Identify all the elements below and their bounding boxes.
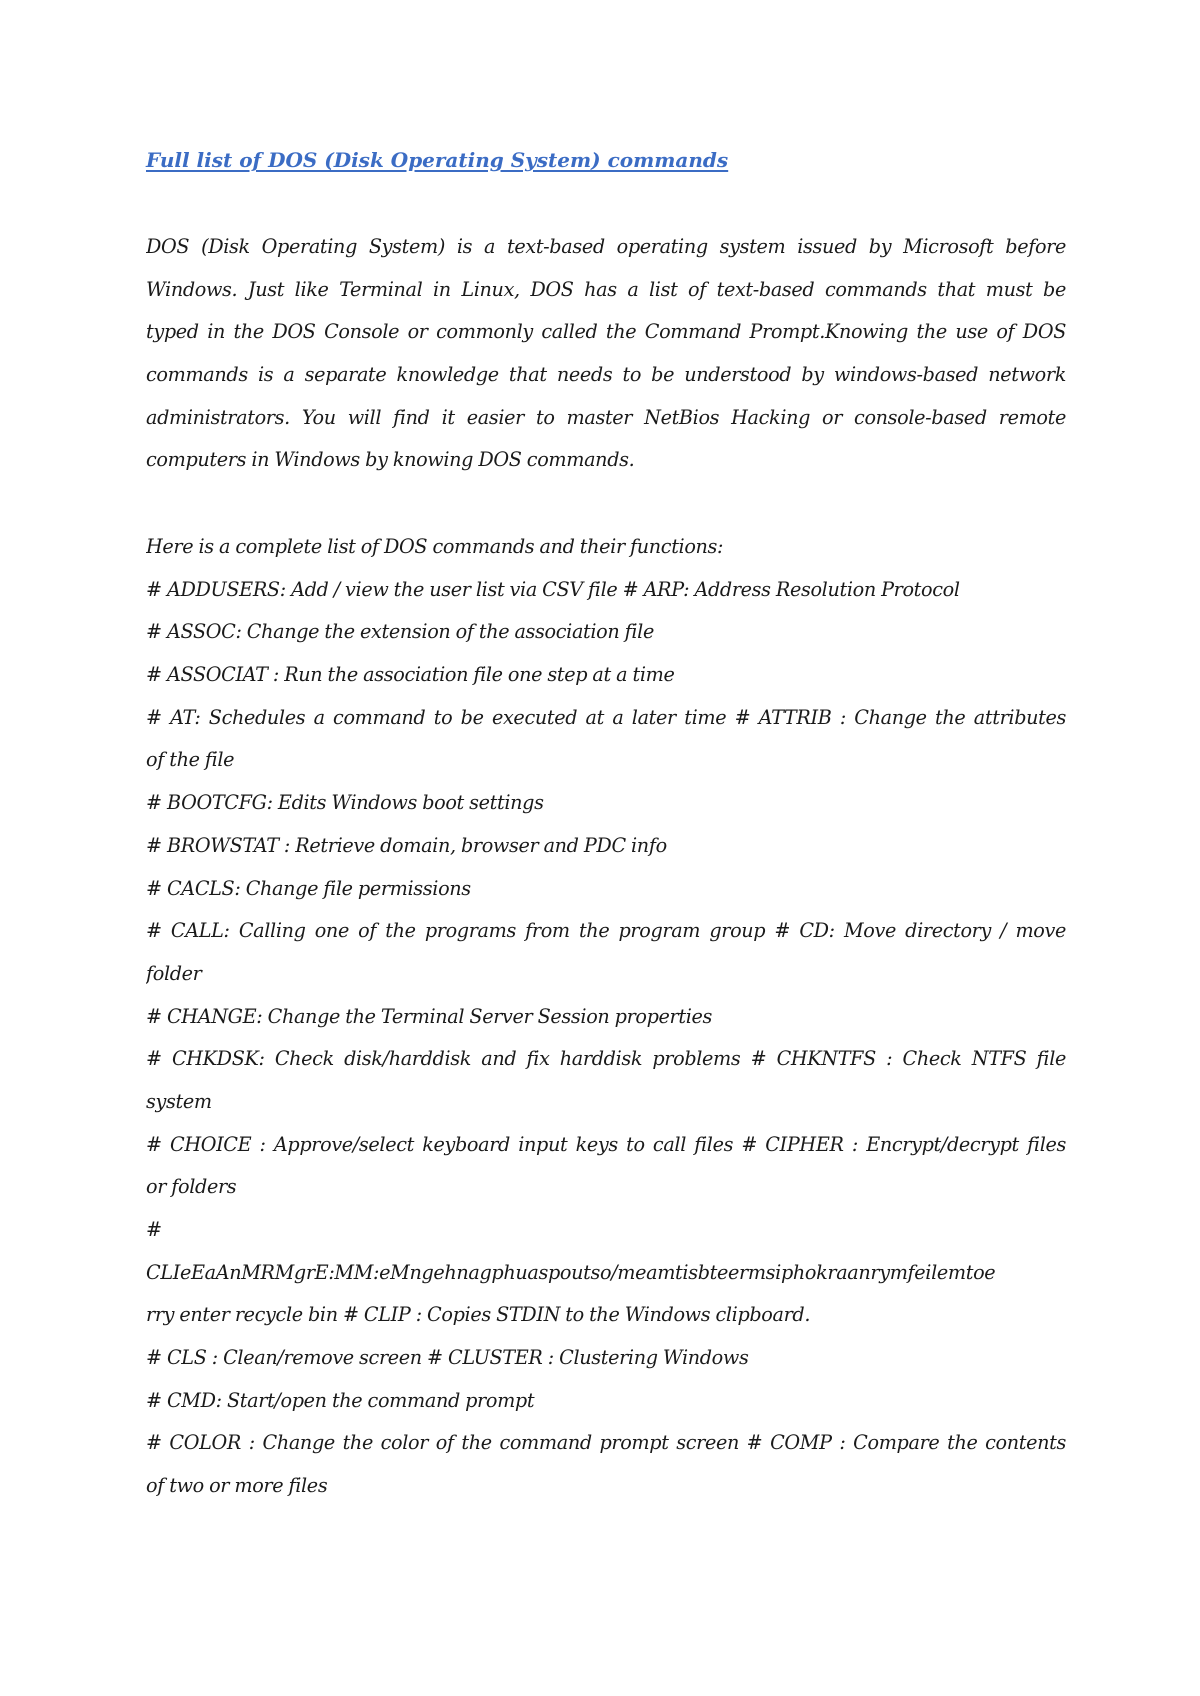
command-line: folder — [146, 961, 202, 985]
command-line: # BOOTCFG: Edits Windows boot settings — [146, 791, 544, 815]
command-line: # ADDUSERS: Add / view the user list via CSV file # ARP: Address Resolution Protocol — [146, 577, 960, 601]
command-line: # CLS : Clean/remove screen # CLUSTER : Clustering Windows — [146, 1346, 749, 1370]
command-line: # CMD: Start/open the command prompt — [146, 1388, 535, 1412]
command-line: # BROWSTAT : Retrieve domain, browser and PDC info — [146, 833, 667, 857]
command-line: # CHANGE: Change the Terminal Server Session properties — [146, 1004, 713, 1028]
command-line: # CALL: Calling one of the programs from the program group # CD: Move directory / move — [146, 919, 1066, 943]
intro-line: administrators. You will find it easier to master NetBios Hacking or console-based remote — [146, 405, 1066, 429]
command-line: rry enter recycle bin # CLIP : Copies STDIN to the Windows clipboard. — [146, 1303, 811, 1327]
document-title-link[interactable]: Full list of DOS (Disk Operating System) commands — [146, 148, 729, 172]
command-line: # AT: Schedules a command to be executed at a later time # ATTRIB : Change the attributes — [146, 705, 1066, 729]
command-line: of two or more files — [146, 1474, 328, 1498]
command-line: # — [146, 1218, 162, 1241]
command-line: # CHKDSK: Check disk/harddisk and fix harddisk problems # CHKNTFS : Check NTFS file — [146, 1047, 1066, 1071]
command-line: # COLOR : Change the color of the command prompt screen # COMP : Compare the contents — [146, 1431, 1066, 1455]
list-heading: Here is a complete list of DOS commands and their functions: — [146, 535, 724, 558]
command-line: # CHOICE : Approve/select keyboard input keys to call files # CIPHER : Encrypt/decrypt files — [146, 1132, 1066, 1156]
intro-line: commands is a separate knowledge that needs to be understood by windows-based network — [146, 363, 1066, 387]
command-line: # ASSOCIAT : Run the association file one step at a time — [146, 663, 675, 687]
command-line: # ASSOC: Change the extension of the association file — [146, 620, 654, 644]
intro-line: DOS (Disk Operating System) is a text-based operating system issued by Microsoft before — [146, 235, 1066, 258]
intro-line: computers in Windows by knowing DOS commands. — [146, 448, 635, 472]
intro-line: Windows. Just like Terminal in Linux, DOS has a list of text-based commands that must be — [146, 277, 1066, 301]
command-line: system — [146, 1089, 212, 1113]
command-line: or folders — [146, 1175, 237, 1199]
command-list — [146, 526, 1066, 1508]
intro-line: typed in the DOS Console or commonly called the Command Prompt.Knowing the use of DOS — [146, 320, 1066, 344]
command-line: # CACLS: Change file permissions — [146, 876, 471, 900]
command-line: of the file — [146, 748, 235, 772]
command-line: CLIeEaAnMRMgrE:MM:eMngehnagphuaspoutso/meamtisbteermsiphokraanrymfeilemtoe — [146, 1260, 996, 1284]
intro-paragraph — [146, 226, 1066, 482]
